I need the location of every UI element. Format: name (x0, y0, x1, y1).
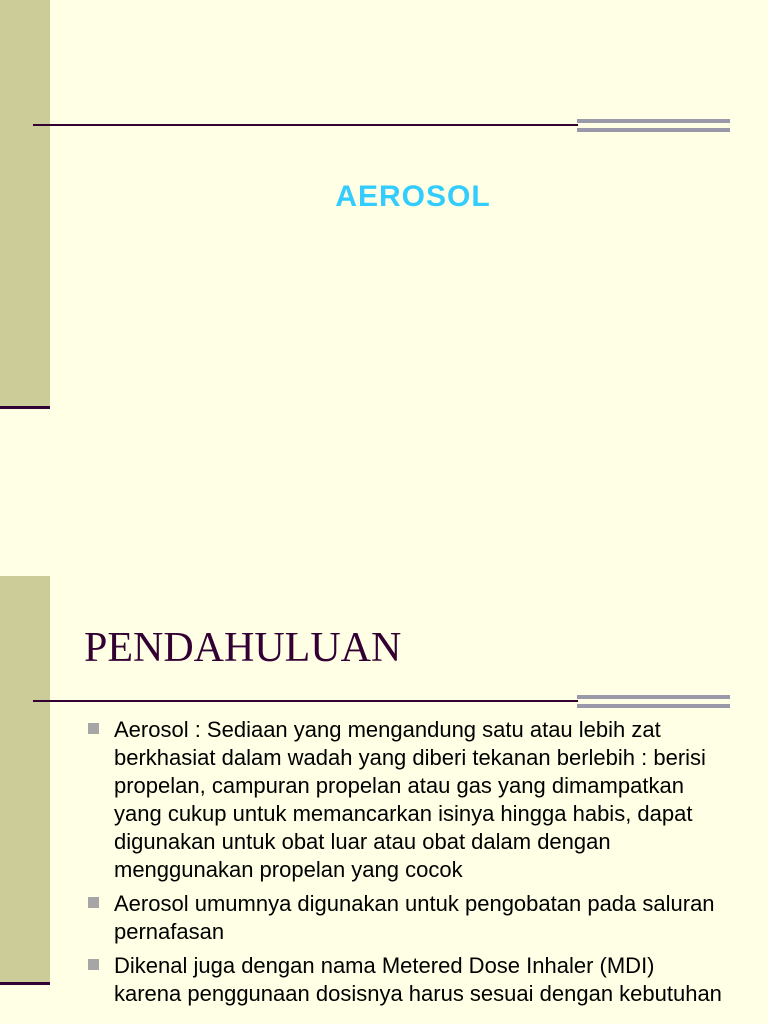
title-rule-accent (577, 119, 730, 133)
square-bullet-icon (88, 897, 99, 908)
slide-pendahuluan (0, 576, 768, 1024)
square-bullet-icon (88, 959, 99, 970)
square-bullet-icon (88, 723, 99, 734)
bullet-list (86, 716, 726, 1014)
bullet-text: Aerosol : Sediaan yang mengandung satu atau lebih zat berkhasiat dalam wadah yang diberi tekanan berlebih : berisi propelan, campuran propelan atau gas yang dimampatkan yang cukup untuk memancarkan isinya hingga habis, dapat digunakan untuk obat luar atau obat dalam dengan menggunakan propelan yang cocok (114, 717, 706, 882)
title-rule-accent (577, 695, 730, 709)
bullet-item (86, 952, 726, 1008)
bullet-item (86, 890, 726, 946)
side-decor-rule (0, 406, 50, 409)
side-decor-bar (0, 576, 50, 985)
bullet-text: Aerosol umumnya digunakan untuk pengobatan pada saluran pernafasan (114, 891, 715, 944)
side-decor-rule (0, 982, 50, 985)
bullet-text: Dikenal juga dengan nama Metered Dose Inhaler (MDI) karena penggunaan dosisnya harus sesuai dengan kebutuhan (114, 953, 722, 1006)
title-rule (33, 124, 578, 126)
title-rule (33, 700, 578, 702)
slide-title: AEROSOL (335, 180, 491, 213)
slide-title: PENDAHULUAN (84, 625, 402, 671)
bullet-item (86, 716, 726, 884)
